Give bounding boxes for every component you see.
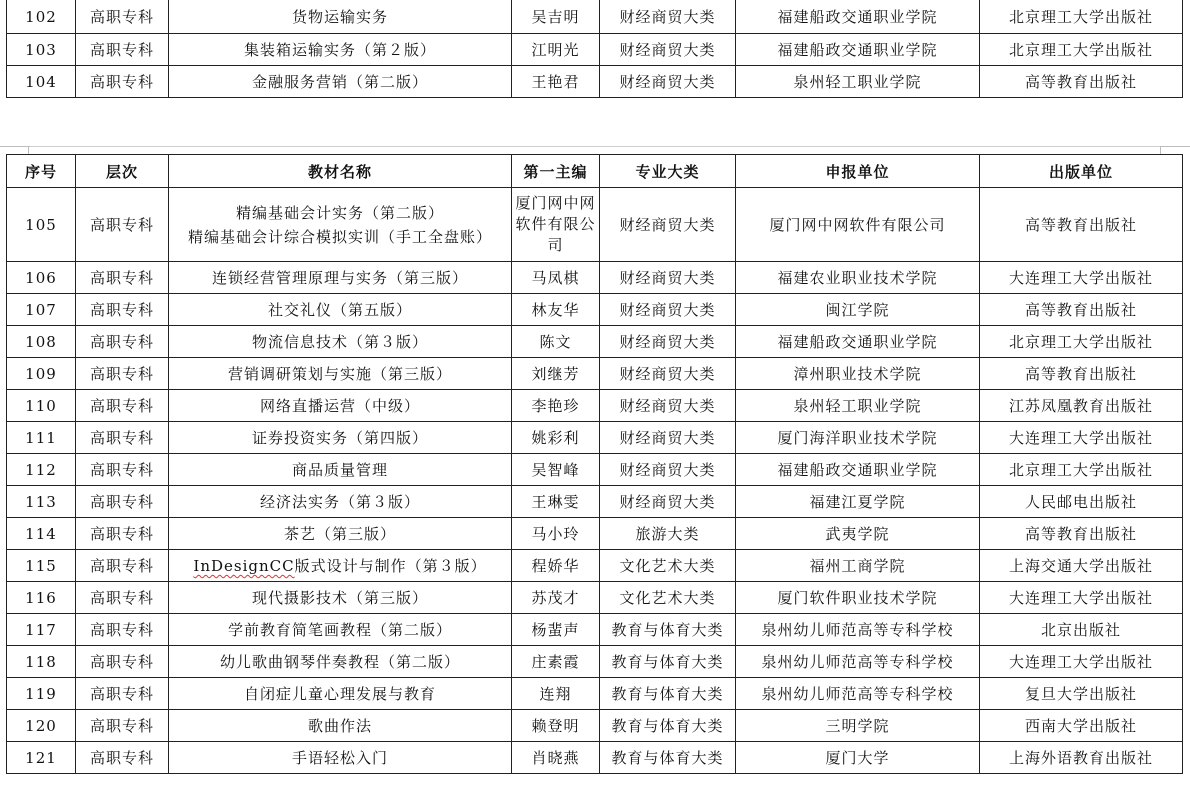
cell-unit: 武夷学院 bbox=[736, 518, 980, 550]
cell-editor: 江明光 bbox=[512, 34, 600, 66]
cell-category: 教育与体育大类 bbox=[600, 678, 736, 710]
cell-unit: 福建船政交通职业学院 bbox=[736, 454, 980, 486]
cell-title: 金融服务营销（第二版） bbox=[169, 66, 512, 98]
cell-unit: 泉州轻工职业学院 bbox=[736, 390, 980, 422]
cell-editor: 刘继芳 bbox=[512, 358, 600, 390]
cell-unit: 福建船政交通职业学院 bbox=[736, 0, 980, 34]
cell-no: 117 bbox=[7, 614, 76, 646]
table-row bbox=[7, 390, 1183, 422]
cell-no: 103 bbox=[7, 34, 76, 66]
textbook-table bbox=[6, 154, 1183, 774]
cell-level: 高职专科 bbox=[76, 518, 169, 550]
cell-editor: 肖晓燕 bbox=[512, 742, 600, 774]
cell-no: 111 bbox=[7, 422, 76, 454]
cell-category: 教育与体育大类 bbox=[600, 646, 736, 678]
cell-title: 物流信息技术（第３版） bbox=[169, 326, 512, 358]
cell-publisher: 北京理工大学出版社 bbox=[980, 454, 1183, 486]
cell-level: 高职专科 bbox=[76, 646, 169, 678]
cell-level: 高职专科 bbox=[76, 454, 169, 486]
header-unit: 申报单位 bbox=[736, 155, 980, 188]
cell-level: 高职专科 bbox=[76, 390, 169, 422]
cell-no: 121 bbox=[7, 742, 76, 774]
header-publisher: 出版单位 bbox=[980, 155, 1183, 188]
cell-no: 112 bbox=[7, 454, 76, 486]
cell-publisher: 北京理工大学出版社 bbox=[980, 326, 1183, 358]
table-row bbox=[7, 326, 1183, 358]
cell-editor: 王琳雯 bbox=[512, 486, 600, 518]
cell-category: 财经商贸大类 bbox=[600, 188, 736, 262]
cell-publisher: 西南大学出版社 bbox=[980, 710, 1183, 742]
cell-title: 货物运输实务 bbox=[169, 0, 512, 34]
cell-level: 高职专科 bbox=[76, 550, 169, 582]
header-editor: 第一主编 bbox=[512, 155, 600, 188]
cell-editor: 陈文 bbox=[512, 326, 600, 358]
header-no: 序号 bbox=[7, 155, 76, 188]
cell-editor: 吴吉明 bbox=[512, 0, 600, 34]
cell-level: 高职专科 bbox=[76, 422, 169, 454]
table-row bbox=[7, 646, 1183, 678]
cell-publisher: 高等教育出版社 bbox=[980, 66, 1183, 98]
cell-category: 财经商贸大类 bbox=[600, 486, 736, 518]
cell-title: 自闭症儿童心理发展与教育 bbox=[169, 678, 512, 710]
cell-level: 高职专科 bbox=[76, 358, 169, 390]
cell-no: 109 bbox=[7, 358, 76, 390]
table-row bbox=[7, 0, 1183, 34]
cell-editor: 连翔 bbox=[512, 678, 600, 710]
page-1-bottom bbox=[0, 0, 1190, 112]
table-row bbox=[7, 188, 1183, 262]
cell-category: 教育与体育大类 bbox=[600, 710, 736, 742]
title-rest: 版式设计与制作（第３版） bbox=[294, 557, 487, 575]
cell-no: 116 bbox=[7, 582, 76, 614]
cell-category: 财经商贸大类 bbox=[600, 0, 736, 34]
cell-publisher: 大连理工大学出版社 bbox=[980, 582, 1183, 614]
cell-level: 高职专科 bbox=[76, 742, 169, 774]
cell-unit: 福建船政交通职业学院 bbox=[736, 34, 980, 66]
header-level: 层次 bbox=[76, 155, 169, 188]
cell-title bbox=[169, 188, 512, 262]
table-row bbox=[7, 262, 1183, 294]
cell-category: 教育与体育大类 bbox=[600, 742, 736, 774]
cell-category: 财经商贸大类 bbox=[600, 358, 736, 390]
table-row bbox=[7, 518, 1183, 550]
cell-category: 财经商贸大类 bbox=[600, 294, 736, 326]
cell-title: 歌曲作法 bbox=[169, 710, 512, 742]
cell-title: 手语轻松入门 bbox=[169, 742, 512, 774]
cell-title: 经济法实务（第３版） bbox=[169, 486, 512, 518]
cell-no: 106 bbox=[7, 262, 76, 294]
cell-level: 高职专科 bbox=[76, 294, 169, 326]
cell-title: 现代摄影技术（第三版） bbox=[169, 582, 512, 614]
cell-publisher: 人民邮电出版社 bbox=[980, 486, 1183, 518]
cell-editor: 程娇华 bbox=[512, 550, 600, 582]
cell-publisher: 高等教育出版社 bbox=[980, 518, 1183, 550]
cell-publisher: 大连理工大学出版社 bbox=[980, 646, 1183, 678]
cell-publisher: 北京理工大学出版社 bbox=[980, 0, 1183, 34]
cell-publisher: 北京出版社 bbox=[980, 614, 1183, 646]
table-row bbox=[7, 582, 1183, 614]
table-row bbox=[7, 66, 1183, 98]
title-software-name: InDesignCC bbox=[193, 557, 295, 575]
cell-editor: 厦门网中网软件有限公司 bbox=[512, 188, 600, 262]
cell-editor: 赖登明 bbox=[512, 710, 600, 742]
crop-mark-right bbox=[1160, 146, 1190, 147]
cell-category: 财经商贸大类 bbox=[600, 34, 736, 66]
cell-no: 105 bbox=[7, 188, 76, 262]
cell-unit: 厦门大学 bbox=[736, 742, 980, 774]
cell-category: 财经商贸大类 bbox=[600, 326, 736, 358]
header-title: 教材名称 bbox=[169, 155, 512, 188]
cell-unit: 福建船政交通职业学院 bbox=[736, 326, 980, 358]
cell-unit: 福建农业职业技术学院 bbox=[736, 262, 980, 294]
crop-mark-left-tick bbox=[28, 146, 29, 154]
cell-title: 社交礼仪（第五版） bbox=[169, 294, 512, 326]
cell-unit: 泉州幼儿师范高等专科学校 bbox=[736, 646, 980, 678]
cell-unit: 漳州职业技术学院 bbox=[736, 358, 980, 390]
cell-unit: 福建江夏学院 bbox=[736, 486, 980, 518]
cell-category: 财经商贸大类 bbox=[600, 422, 736, 454]
cell-category: 文化艺术大类 bbox=[600, 550, 736, 582]
cell-unit: 泉州幼儿师范高等专科学校 bbox=[736, 614, 980, 646]
table-row bbox=[7, 550, 1183, 582]
cell-unit: 泉州幼儿师范高等专科学校 bbox=[736, 678, 980, 710]
cell-no: 108 bbox=[7, 326, 76, 358]
cell-editor: 庄素霞 bbox=[512, 646, 600, 678]
cell-editor: 李艳珍 bbox=[512, 390, 600, 422]
table-row bbox=[7, 294, 1183, 326]
cell-unit: 福州工商学院 bbox=[736, 550, 980, 582]
cell-editor: 吴智峰 bbox=[512, 454, 600, 486]
cell-unit: 厦门软件职业技术学院 bbox=[736, 582, 980, 614]
cell-category: 旅游大类 bbox=[600, 518, 736, 550]
cell-level: 高职专科 bbox=[76, 582, 169, 614]
cell-unit: 闽江学院 bbox=[736, 294, 980, 326]
cell-editor: 林友华 bbox=[512, 294, 600, 326]
cell-unit: 厦门海洋职业技术学院 bbox=[736, 422, 980, 454]
header-category: 专业大类 bbox=[600, 155, 736, 188]
cell-publisher: 上海外语教育出版社 bbox=[980, 742, 1183, 774]
cell-no: 107 bbox=[7, 294, 76, 326]
cell-category: 教育与体育大类 bbox=[600, 614, 736, 646]
cell-editor: 杨蜚声 bbox=[512, 614, 600, 646]
cell-no: 114 bbox=[7, 518, 76, 550]
cell-category: 文化艺术大类 bbox=[600, 582, 736, 614]
cell-editor: 马小玲 bbox=[512, 518, 600, 550]
cell-no: 104 bbox=[7, 66, 76, 98]
cell-level: 高职专科 bbox=[76, 262, 169, 294]
cell-title: 集装箱运输实务（第２版） bbox=[169, 34, 512, 66]
table-row bbox=[7, 710, 1183, 742]
cell-editor: 姚彩利 bbox=[512, 422, 600, 454]
cell-title bbox=[169, 550, 512, 582]
cell-category: 财经商贸大类 bbox=[600, 66, 736, 98]
cell-no: 102 bbox=[7, 0, 76, 34]
cell-level: 高职专科 bbox=[76, 614, 169, 646]
cell-title: 学前教育简笔画教程（第二版） bbox=[169, 614, 512, 646]
cell-no: 120 bbox=[7, 710, 76, 742]
cell-title: 幼儿歌曲钢琴伴奏教程（第二版） bbox=[169, 646, 512, 678]
table-row bbox=[7, 422, 1183, 454]
cell-title: 证券投资实务（第四版） bbox=[169, 422, 512, 454]
table-row bbox=[7, 486, 1183, 518]
cell-level: 高职专科 bbox=[76, 188, 169, 262]
cell-no: 113 bbox=[7, 486, 76, 518]
cell-no: 119 bbox=[7, 678, 76, 710]
cell-unit: 三明学院 bbox=[736, 710, 980, 742]
cell-no: 110 bbox=[7, 390, 76, 422]
cell-category: 财经商贸大类 bbox=[600, 262, 736, 294]
table-row bbox=[7, 678, 1183, 710]
cell-title: 茶艺（第三版） bbox=[169, 518, 512, 550]
cell-publisher: 江苏凤凰教育出版社 bbox=[980, 390, 1183, 422]
table-row bbox=[7, 454, 1183, 486]
cell-category: 财经商贸大类 bbox=[600, 390, 736, 422]
page-separator bbox=[6, 146, 1184, 147]
table-row bbox=[7, 742, 1183, 774]
crop-mark-left bbox=[0, 146, 30, 147]
cell-publisher: 大连理工大学出版社 bbox=[980, 422, 1183, 454]
cell-title: 商品质量管理 bbox=[169, 454, 512, 486]
table-row bbox=[7, 34, 1183, 66]
cell-publisher: 高等教育出版社 bbox=[980, 294, 1183, 326]
cell-publisher: 高等教育出版社 bbox=[980, 188, 1183, 262]
cell-unit: 泉州轻工职业学院 bbox=[736, 66, 980, 98]
cell-level: 高职专科 bbox=[76, 66, 169, 98]
table-header-row bbox=[7, 155, 1183, 188]
title-line-2: 精编基础会计综合模拟实训（手工全盘账） bbox=[187, 227, 492, 246]
cell-editor: 苏茂才 bbox=[512, 582, 600, 614]
cell-title: 网络直播运营（中级） bbox=[169, 390, 512, 422]
cell-level: 高职专科 bbox=[76, 326, 169, 358]
textbook-table-continued bbox=[6, 0, 1183, 98]
crop-mark-right-tick bbox=[1160, 146, 1161, 154]
cell-editor: 马凤棋 bbox=[512, 262, 600, 294]
cell-level: 高职专科 bbox=[76, 34, 169, 66]
table-row bbox=[7, 358, 1183, 390]
cell-unit: 厦门网中网软件有限公司 bbox=[736, 188, 980, 262]
cell-title: 连锁经营管理原理与实务（第三版） bbox=[169, 262, 512, 294]
cell-publisher: 高等教育出版社 bbox=[980, 358, 1183, 390]
title-line-1: 精编基础会计实务（第二版） bbox=[235, 203, 444, 222]
cell-level: 高职专科 bbox=[76, 710, 169, 742]
cell-publisher: 复旦大学出版社 bbox=[980, 678, 1183, 710]
cell-publisher: 上海交通大学出版社 bbox=[980, 550, 1183, 582]
cell-level: 高职专科 bbox=[76, 0, 169, 34]
cell-category: 财经商贸大类 bbox=[600, 454, 736, 486]
cell-level: 高职专科 bbox=[76, 486, 169, 518]
cell-title: 营销调研策划与实施（第三版） bbox=[169, 358, 512, 390]
cell-publisher: 北京理工大学出版社 bbox=[980, 34, 1183, 66]
cell-publisher: 大连理工大学出版社 bbox=[980, 262, 1183, 294]
cell-level: 高职专科 bbox=[76, 678, 169, 710]
cell-no: 115 bbox=[7, 550, 76, 582]
cell-editor: 王艳君 bbox=[512, 66, 600, 98]
cell-no: 118 bbox=[7, 646, 76, 678]
table-row bbox=[7, 614, 1183, 646]
